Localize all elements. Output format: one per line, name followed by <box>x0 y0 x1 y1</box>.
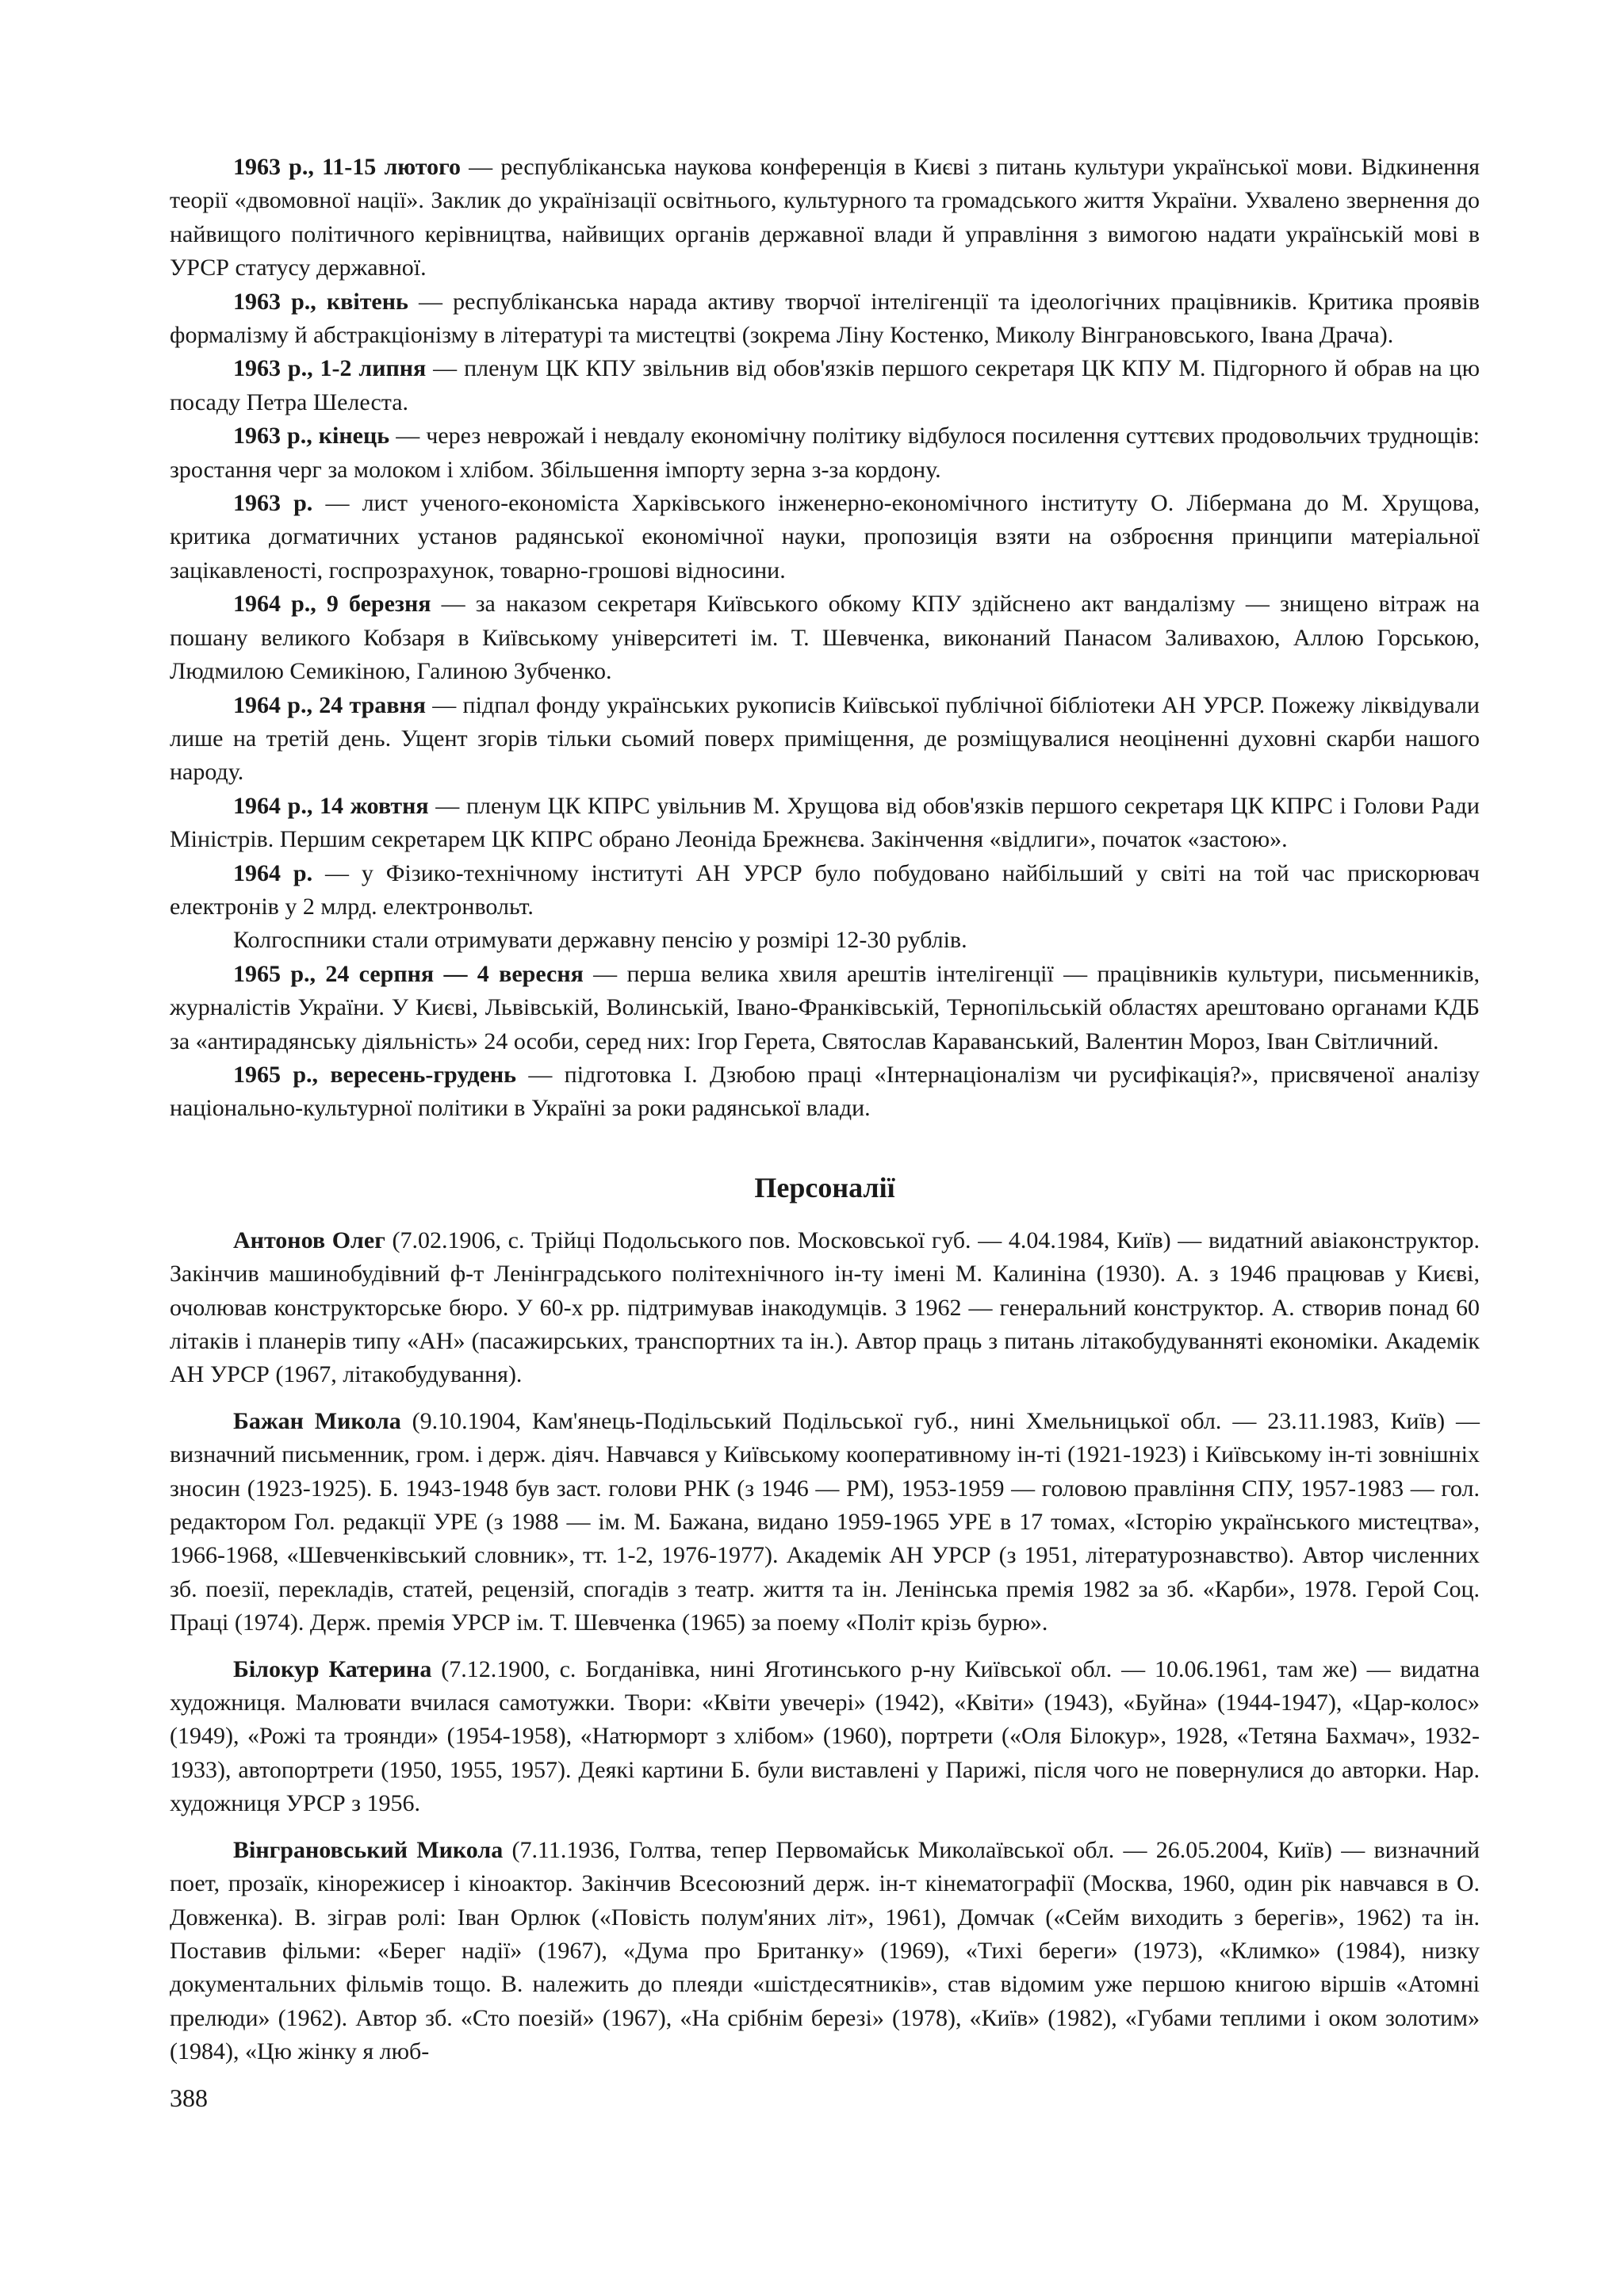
person-bio: (9.10.1904, Кам'янець-Подільський Подільської губ., нині Хмельницької обл. — 23.11.1983, Київ) — визначний письменник, гром. і держ. діяч. Навчався у Київському кооперативному ін-ті (1921-1923) і Київському ін-ті зовнішніх зносин (1923-1925). Б. 1943-1948 був заст. голови РНК (з 1946 — РМ), 1953-1959 — головою правління СПУ, 1957-1983 — гол. редактором Гол. редакції УРЕ (з 1988 — ім. М. Бажана, видано 1959-1965 УРЕ в 17 томах, «Історію українського мистецтва», 1966-1968, «Шевченківський словник», тт. 1-2, 1976-1977). Академік АН УРСР (з 1951, літературознавство). Автор численних зб. поезії, перекладів, статей, рецензій, спогадів з театр. життя та ін. Ленінська премія 1982 за зб. «Карби», 1978. Герой Соц. Праці (1974). Держ. премія УРСР ім. Т. Шевченка (1965) за поему «Політ крізь бурю». <box>170 1407 1480 1636</box>
entry-text: — пленум ЦК КПРС увільнив М. Хрущова від обов'язків першого секретаря ЦК КПРС і Голови Ради Міністрів. Першим секретарем ЦК КПРС обрано Леоніда Брежнєва. Закінчення «відлиги», початок «застою». <box>170 792 1480 853</box>
person-name: Бажан Микола <box>233 1407 401 1434</box>
chronology-entry <box>170 958 1480 1058</box>
person-bio: (7.11.1936, Голтва, тепер Первомайськ Миколаївської обл. — 26.05.2004, Київ) — визначний поет, прозаїк, кінорежисер і кіноактор. Закінчив Всесоюзний держ. ін-т кінематографії (Москва, 1960, один рік навчався в О. Довженка). В. зіграв ролі: Іван Орлюк («Повість полум'яних літ», 1961), Домчак («Сейм виходить з берегів», 1962) та ін. Поставив фільми: «Берег надії» (1967), «Дума про Британку» (1969), «Тихі береги» (1973), «Климко» (1984), низку документальних фільмів тощо. В. належить до плеяди «шістдесятників», став відомим уже першою книгою віршів «Атомні прелюди» (1962). Автор зб. «Сто поезій» (1967), «На срібнім березі» (1978), «Київ» (1982), «Губами теплими і оком золотим» (1984), «Цю жінку я люб- <box>170 1836 1480 2065</box>
chronology-entry <box>170 352 1480 419</box>
entry-text: Колгоспники стали отримувати державну пенсію у розмірі 12-30 рублів. <box>233 927 967 954</box>
person-bio: (7.02.1906, с. Трійці Подольського пов. Московської губ. — 4.04.1984, Київ) — видатний авіаконструктор. Закінчив машинобудівний ф-т Ленінградського політехнічного ін-ту імені М. Калиніна (1930). А. з 1946 працював у Києві, очолював конструкторське бюро. У 60-х рр. підтримував інакодумців. З 1962 — генеральний конструктор. А. створив понад 60 літаків і планерів типу «АН» (пасажирських, транспортних та ін.). Автор праць з питань літакобудуванняті економіки. Академік АН УРСР (1967, літакобудування). <box>170 1226 1480 1388</box>
entry-date: 1964 р. <box>233 859 313 886</box>
entry-date: 1964 р., 24 травня <box>233 691 427 718</box>
entry-date: 1963 р., квітень <box>233 288 408 315</box>
chronology-entry <box>170 689 1480 790</box>
entry-text: — лист ученого-економіста Харківського інженерно-економічного інституту О. Лібермана до М. Хрущова, критика догматичних установ радянської економічної науки, пропозиція взяти на озброєння принципи матеріальної зацікавленості, госпрозрахунок, товарно-грошові відносини. <box>170 490 1480 584</box>
person-entry <box>170 1653 1480 1821</box>
entry-text: — перша велика хвиля арештів інтелігенції — працівників культури, письменників, журналістів України. У Києві, Львівській, Волинській, Івано-Франківській, Тернопільській областях арештовано органами КДБ за «антирадянську діяльність» 24 особи, серед них: Ігор Герета, Святослав Караванський, Валентин Мороз, Іван Світличний. <box>170 960 1480 1054</box>
person-name: Білокур Катерина <box>233 1655 432 1682</box>
entry-text: — підпал фонду українських рукописів Київської публічної бібліотеки АН УРСР. Пожежу ліквідували лише на третій день. Ущент згорів тільки сьомий поверх приміщення, де розміщувалися неоціненні духовні скарби нашого народу. <box>170 691 1480 786</box>
section-title: Персоналії <box>754 1171 895 1203</box>
entry-date: 1964 р., 9 березня <box>233 591 431 618</box>
person-entry <box>170 1224 1480 1392</box>
chronology-entry <box>170 790 1480 857</box>
chronology-entry <box>170 924 1480 957</box>
chronology-section <box>170 151 1480 1126</box>
entry-text: — республіканська наукова конференція в Києві з питань культури української мови. Відкинення теорії «двомовної нації». Заклик до українізації освітнього, культурного та громадського життя України. Ухвалено звернення до найвищого політичного керівництва, найвищих органів державної влади й управління з вимогою надати українській мові в УРСР статусу державної. <box>170 154 1480 281</box>
entry-text: — через неврожай і невдалу економічну політику відбулося посилення суттєвих продовольчих труднощів: зростання черг за молоком і хлібом. Збільшення імпорту зерна з-за кордону. <box>170 423 1480 483</box>
entry-text: — пленум ЦК КПУ звільнив від обов'язків першого секретаря ЦК КПУ М. Підгорного й обрав на цю посаду Петра Шелеста. <box>170 355 1480 415</box>
entry-date: 1963 р. <box>233 490 313 517</box>
entry-text: — за наказом секретаря Київського обкому КПУ здійснено акт вандалізму — знищено вітраж на пошану великого Кобзаря в Київському університеті ім. Т. Шевченка, виконаний Панасом Заливахою, Аллою Горською, Людмилою Семикіною, Галиною Зубченко. <box>170 591 1480 685</box>
chronology-entry <box>170 419 1480 487</box>
entry-date: 1963 р., 1-2 липня <box>233 355 427 382</box>
entry-date: 1963 р., 11-15 лютого <box>233 154 462 180</box>
persons-section <box>170 1224 1480 2069</box>
entry-text: — у Фізико-технічному інституті АН УРСР було побудовано найбільший у світі на той час прискорювач електронів у 2 млрд. електронвольт. <box>170 859 1480 920</box>
entry-text: — республіканська нарада активу творчої інтелігенції та ідеологічних працівників. Критика проявів формалізму й абстракціонізму в літературі та мистецтві (зокрема Ліну Костенко, Миколу Вінграновського, Івана Драча). <box>170 288 1480 349</box>
person-entry <box>170 1834 1480 2069</box>
person-name: Вінграновський Микола <box>233 1836 504 1863</box>
entry-text: — підготовка І. Дзюбою праці «Інтернаціоналізм чи русифікація?», присвяченої аналізу національно-культурної політики в Україні за роки радянської влади. <box>170 1061 1480 1122</box>
chronology-entry <box>170 857 1480 924</box>
chronology-entry <box>170 487 1480 587</box>
entry-date: 1965 р., вересень-грудень <box>233 1061 517 1088</box>
page-content <box>170 151 1480 2082</box>
chronology-entry <box>170 587 1480 688</box>
person-entry <box>170 1405 1480 1640</box>
entry-date: 1963 р., кінець <box>233 423 390 450</box>
chronology-entry <box>170 1058 1480 1126</box>
chronology-entry <box>170 285 1480 353</box>
chronology-entry <box>170 151 1480 285</box>
person-name: Антонов Олег <box>233 1226 385 1253</box>
page-number: 388 <box>170 2084 208 2112</box>
entry-date: 1964 р., 14 жовтня <box>233 792 429 819</box>
entry-date: 1965 р., 24 серпня — 4 вересня <box>233 960 584 987</box>
person-bio: (7.12.1900, с. Богданівка, нині Яготинського р-ну Київської обл. — 10.06.1961, там же) — видатна художниця. Малювати вчилася самотужки. Твори: «Квіти увечері» (1942), «Квіти» (1943), «Буйна» (1944-1947), «Цар-колос» (1949), «Рожі та троянди» (1954-1958), «Натюрморт з хлібом» (1960), портрети («Оля Білокур», 1928, «Тетяна Бахмач», 1932-1933), автопортрети (1950, 1955, 1957). Деякі картини Б. були виставлені у Парижі, після чого не повернулися до авторки. Нар. художниця УРСР з 1956. <box>170 1655 1480 1817</box>
